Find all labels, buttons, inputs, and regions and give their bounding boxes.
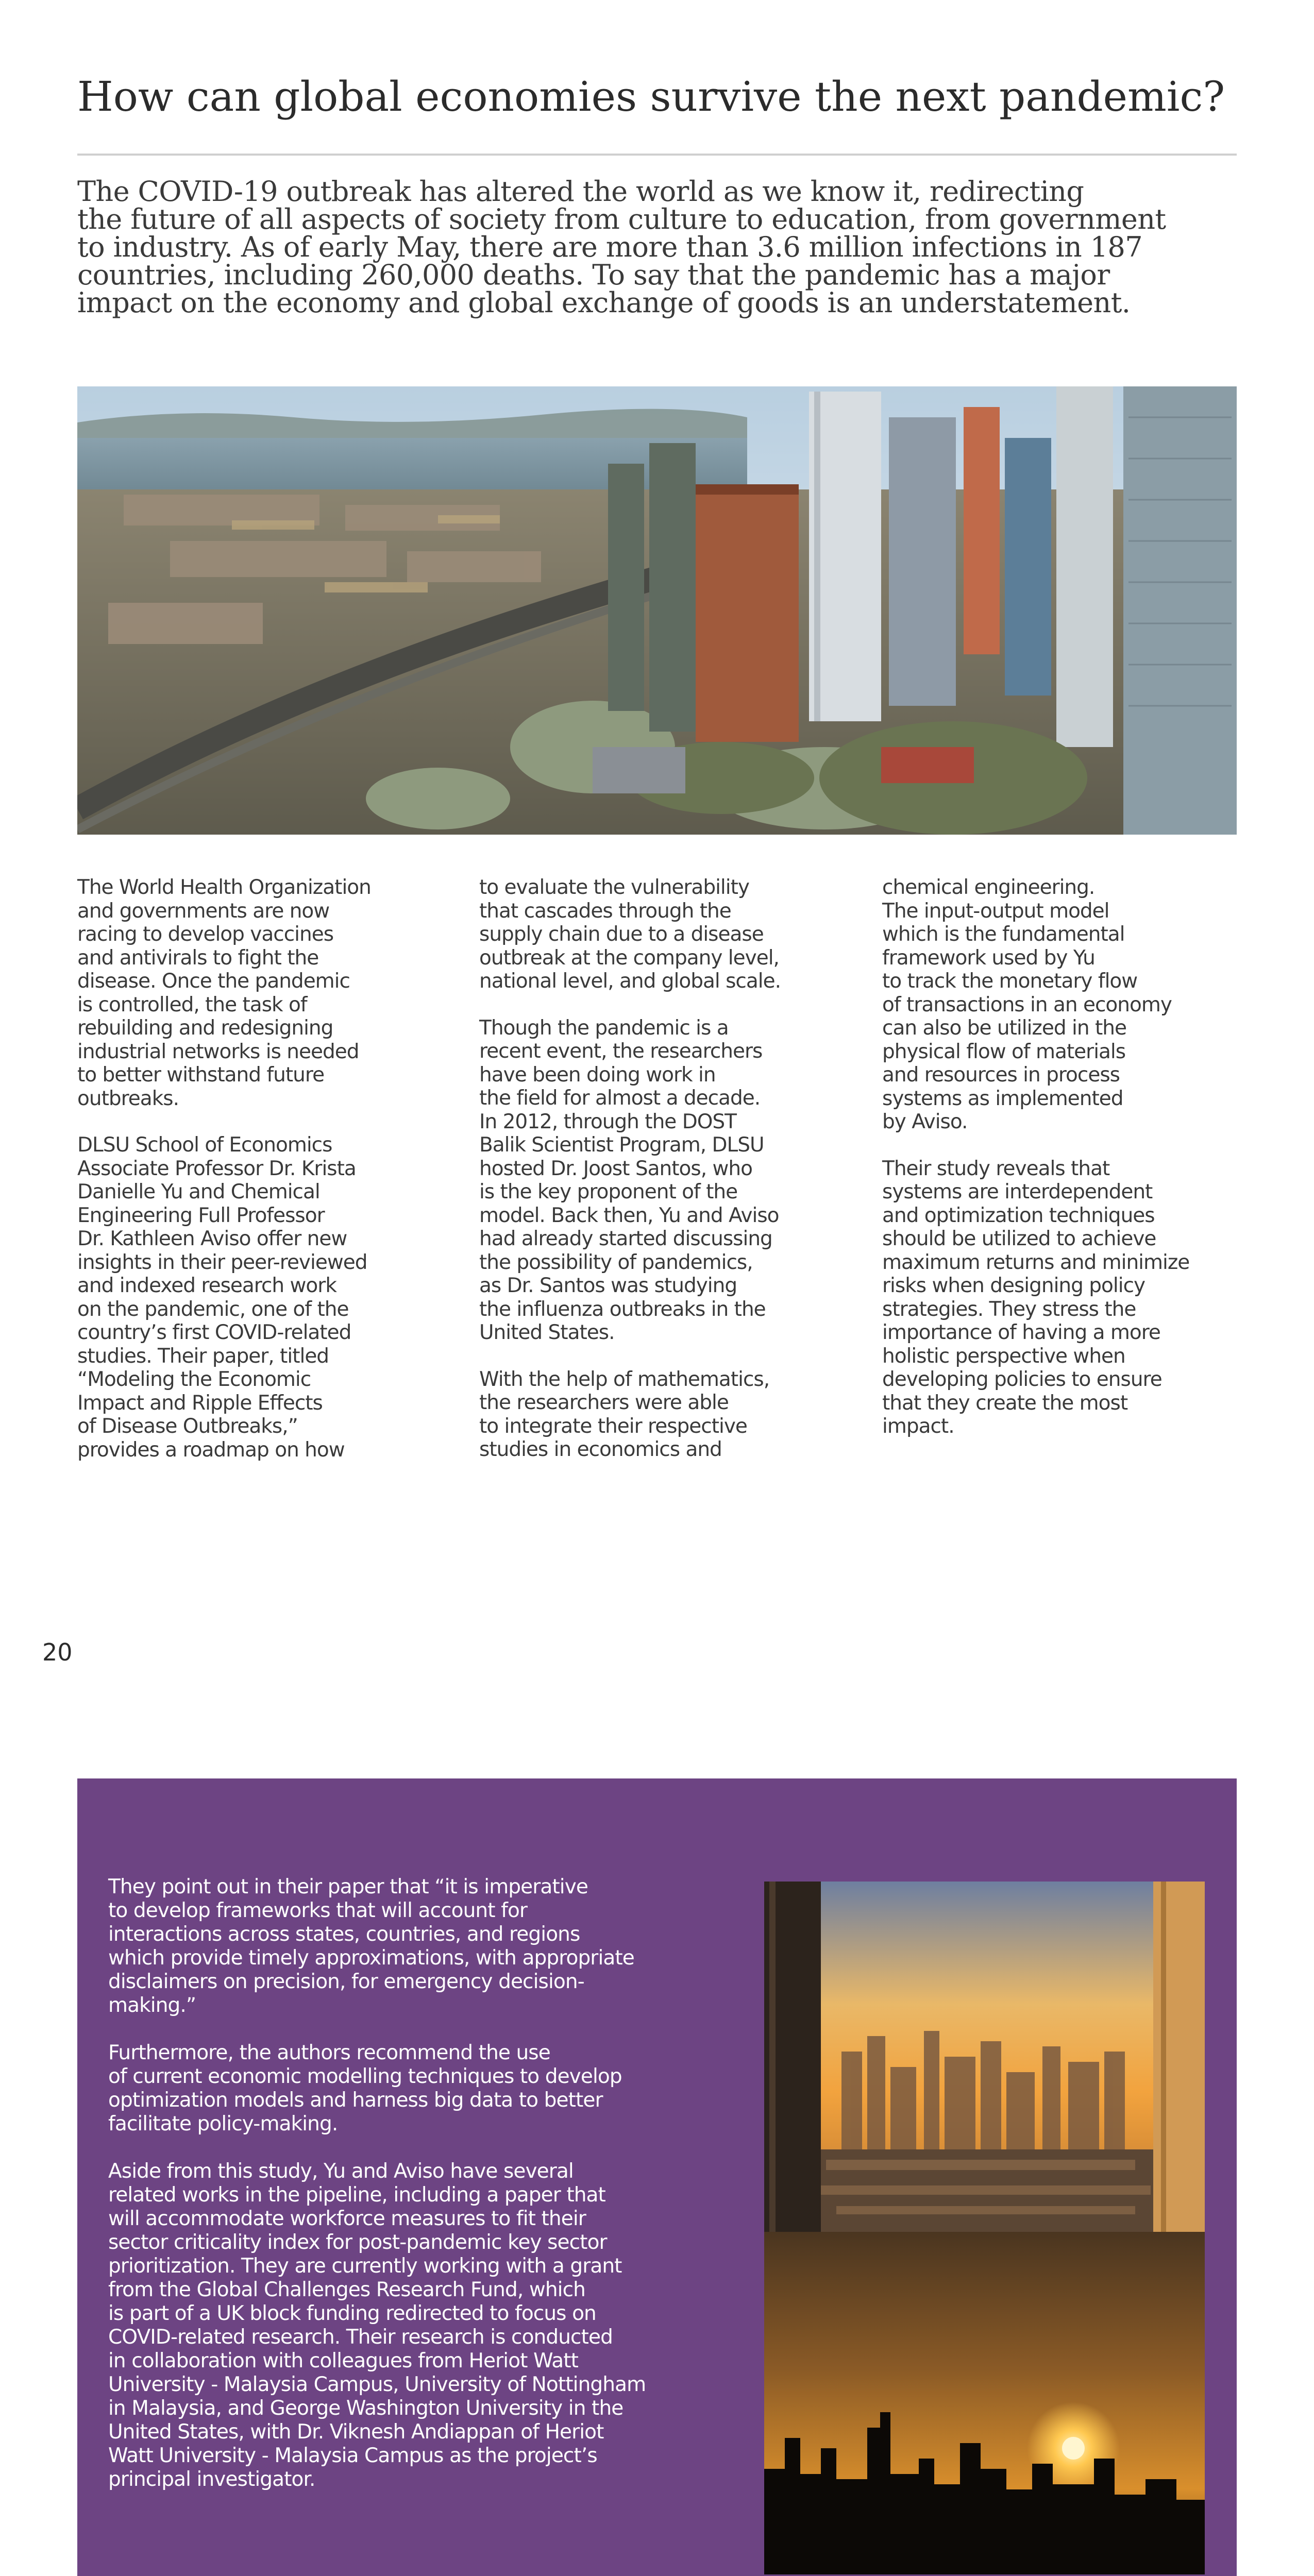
paragraph: Their study reveals that systems are interdependent and optimization techniques should be utilized to achieve maximum returns and minimize risks when designing policy strategies. They stress the importance of having a more holistic perspective when developing policies to ensure that they create the most impact.: [882, 1157, 1190, 1438]
paragraph: DLSU School of Economics Associate Professor Dr. Krista Danielle Yu and Chemical Engineering Full Professor Dr. Kathleen Aviso offer new insights in their peer-reviewed and indexed research work on the pandemic, one of the country’s first COVID-related studies. Their paper, titled “Modeling the Economic Impact and Ripple Effects of Disease Outbreaks,” provides a roadmap on how: [77, 1133, 367, 1462]
lede-line: The COVID-19 outbreak has altered the world as we know it, redirecting: [77, 175, 1084, 208]
title-divider: [77, 154, 1237, 156]
lede-line: countries, including 260,000 deaths. To say that the pandemic has a major: [77, 259, 1110, 291]
paragraph: They point out in their paper that “it is imperative to develop frameworks that will account for interactions across states, countries, and regions which provide timely approximations, with appropriate disclaimers on precision, for emergency decision- making.”: [108, 1875, 634, 2017]
paragraph: chemical engineering. The input-output model which is the fundamental framework used by Yu to track the monetary flow of transactions in an economy can also be utilized in the physical flow of materials and resources in process systems as implemented by Aviso.: [882, 876, 1172, 1133]
lede-line: to industry. As of early May, there are more than 3.6 million infections in 187: [77, 231, 1143, 263]
panel-body-text: [108, 1875, 747, 2515]
lede-line: the future of all aspects of society from culture to education, from government: [77, 203, 1166, 235]
paragraph: Though the pandemic is a recent event, the researchers have been doing work in the field for almost a decade. In 2012, through the DOST Balik Scientist Program, DLSU hosted Dr. Joost Santos, who is the key proponent of the model. Back then, Yu and Aviso had already started discussing the possibility of pandemics, as Dr. Santos was studying the influenza outbreaks in the United States.: [479, 1016, 779, 1344]
page-number: 20: [42, 1638, 73, 1666]
article-lede: [77, 175, 1237, 319]
lede-line: impact on the economy and global exchange of goods is an understatement.: [77, 286, 1131, 319]
article-title: How can global economies survive the next pandemic?: [77, 73, 1225, 121]
body-column-3: [882, 876, 1222, 1462]
city-sunset-photo: [764, 1882, 1205, 2574]
paragraph: to evaluate the vulnerability that cascades through the supply chain due to a disease outbreak at the company level, national level, and global scale.: [479, 876, 781, 993]
body-column-1: [77, 876, 417, 1485]
paragraph: Furthermore, the authors recommend the use of current economic modelling techniques to develop optimization models and harness big data to better facilitate policy-making.: [108, 2041, 622, 2136]
paragraph: With the help of mathematics, the researchers were able to integrate their respective studies in economics and: [479, 1367, 770, 1461]
paragraph: The World Health Organization and governments are now racing to develop vaccines and antivirals to fight the disease. Once the pandemic is controlled, the task of rebuilding and redesigning industrial networks is needed to better withstand future outbreaks.: [77, 876, 371, 1110]
paragraph: Aside from this study, Yu and Aviso have several related works in the pipeline, including a paper that will accommodate workforce measures to fit their sector criticality index for post-pandemic key sector prioritization. They are currently working with a grant from the Global Challenges Research Fund, which is part of a UK block funding redirected to focus on COVID-related research. Their research is conducted in collaboration with colleagues from Heriot Watt University - Malaysia Campus, University of Nottingham in Malaysia, and George Washington University in the United States, with Dr. Viknesh Andiappan of Heriot Watt University - Malaysia Campus as the project’s principal investigator.: [108, 2160, 646, 2491]
city-port-aerial-photo: [77, 386, 1237, 835]
body-column-2: [479, 876, 819, 1485]
